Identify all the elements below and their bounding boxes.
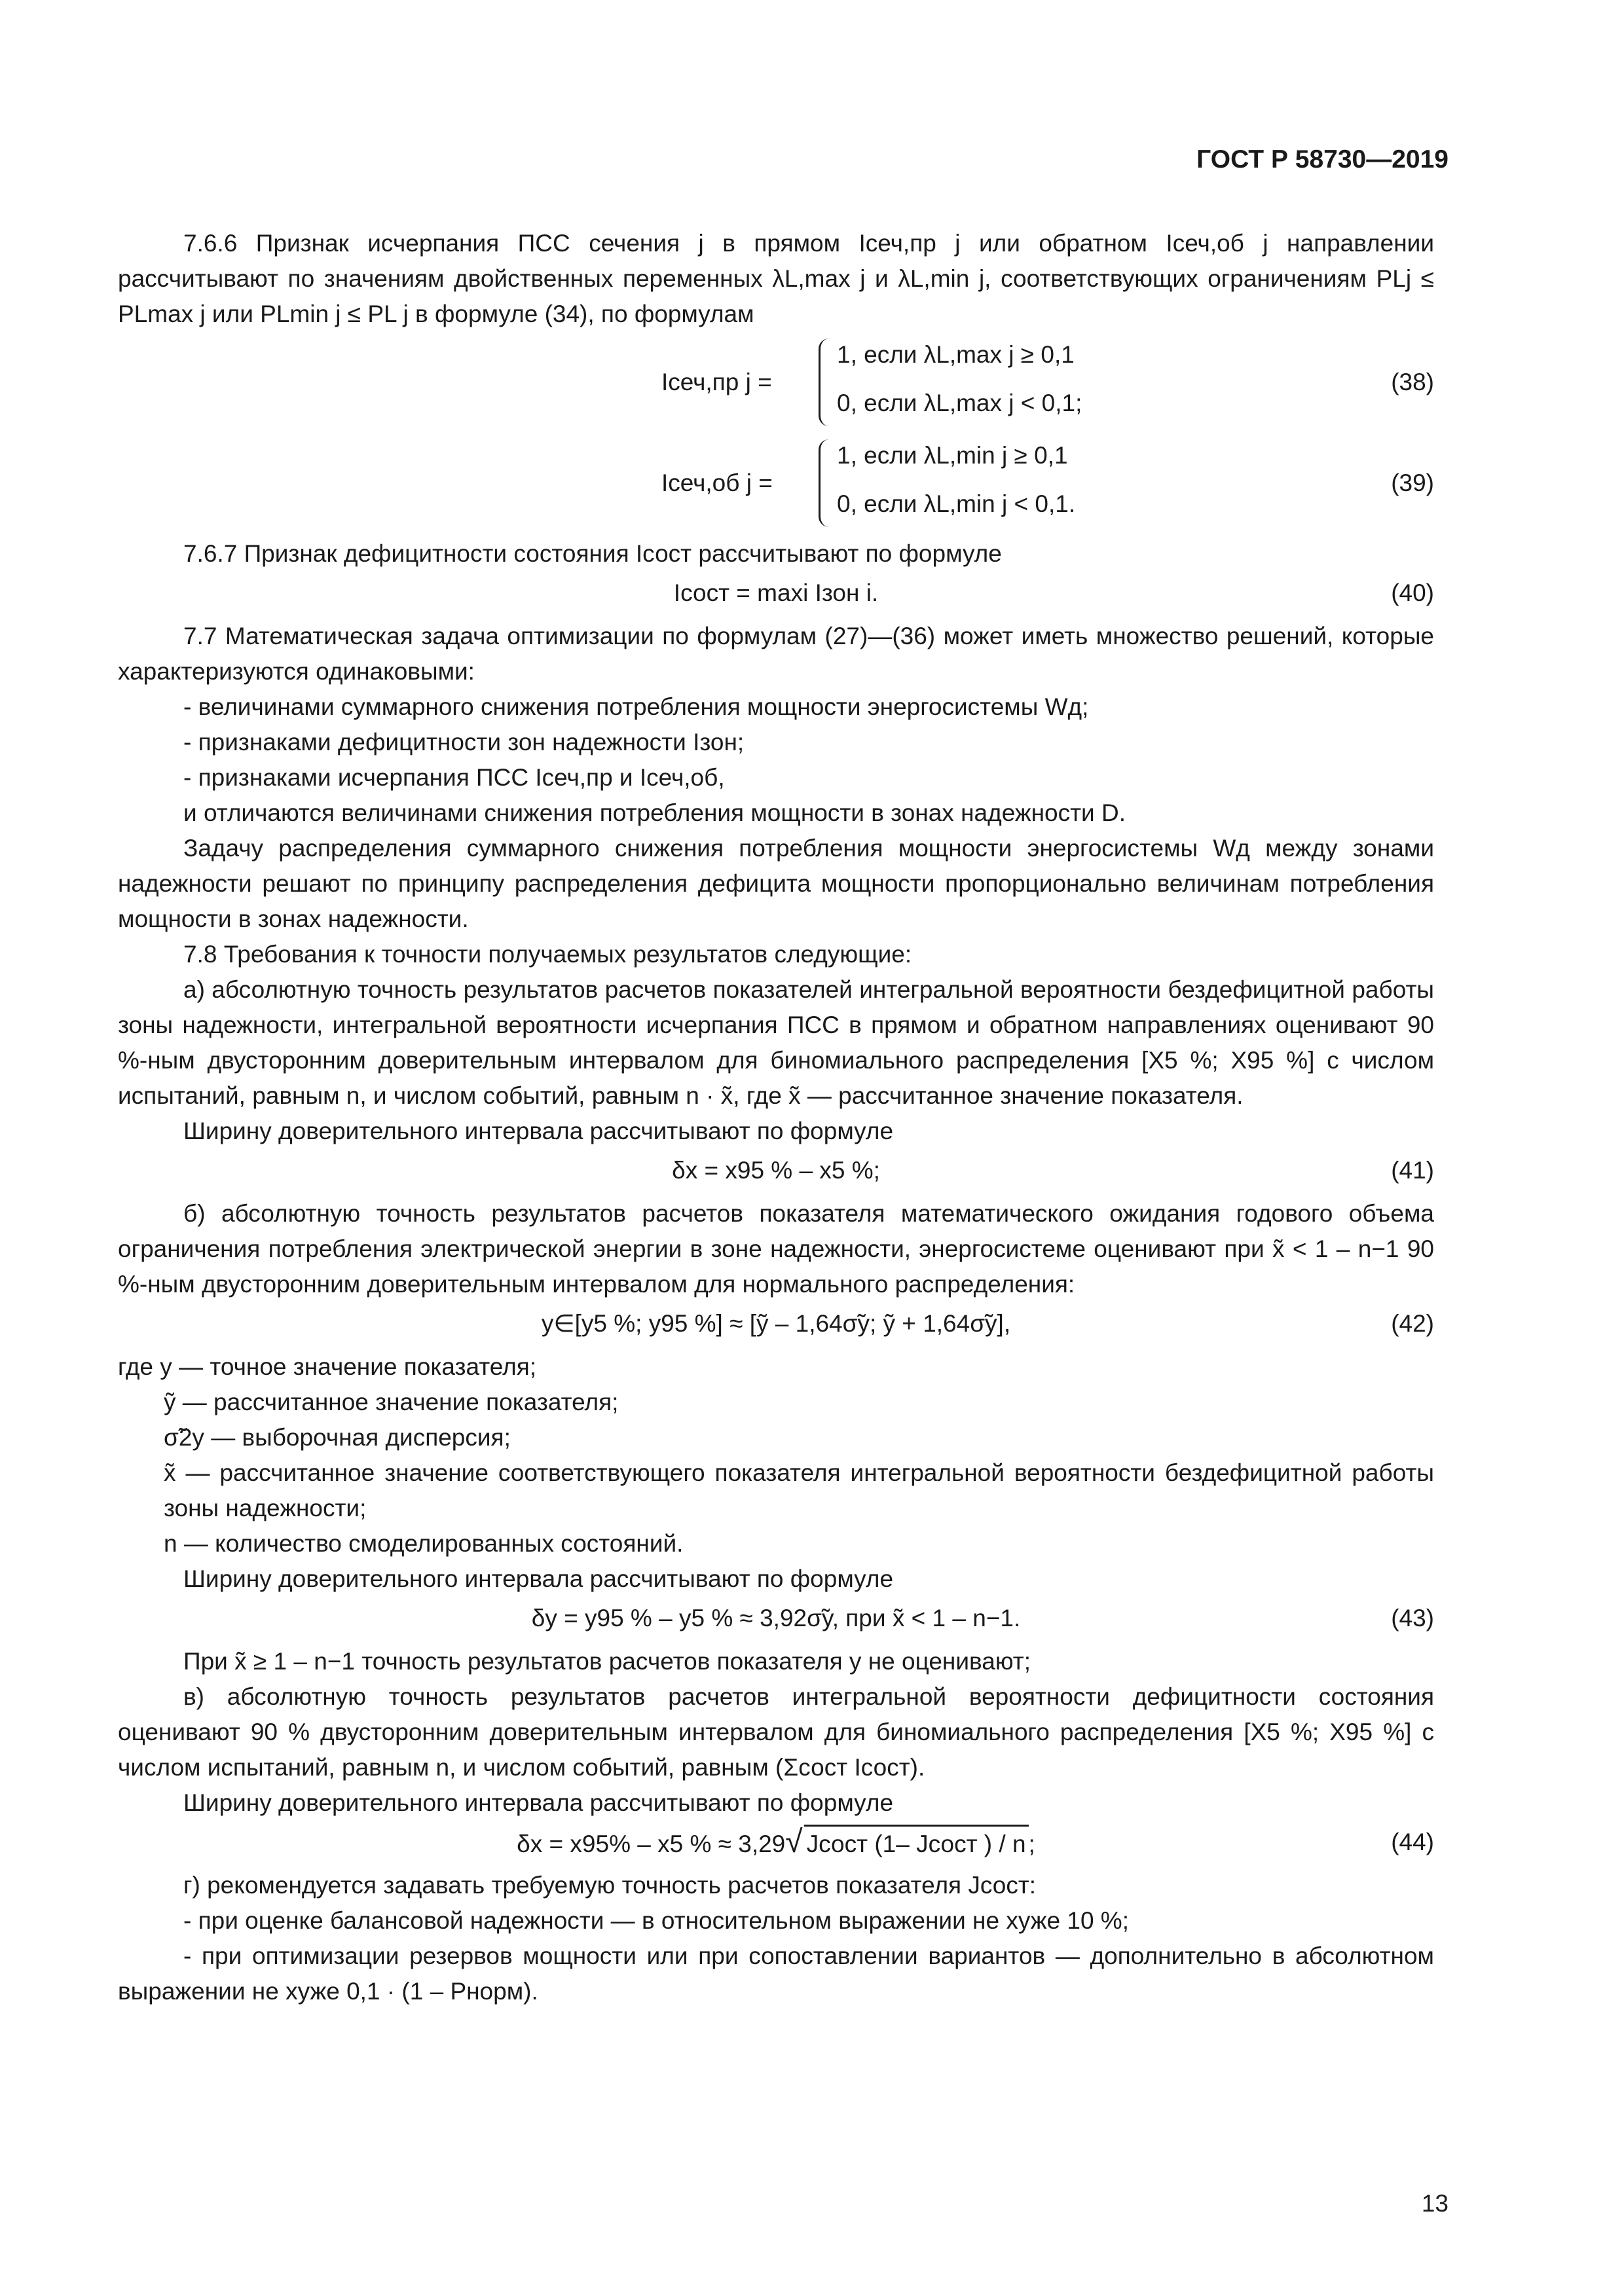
paragraph-and-differ: и отличаются величинами снижения потребления мощности в зонах надежности D. xyxy=(183,799,1126,826)
list-item: - при оценке балансовой надежности — в относительном выражении не хуже 10 %; xyxy=(183,1907,1129,1934)
formula-43-number: (43) xyxy=(1391,1605,1434,1631)
formula-44-radicand: Jсост (1– Jсост ) / n xyxy=(804,1825,1029,1862)
formula-41-expression: δx = x95 % – x5 %; xyxy=(672,1157,880,1184)
document-number: ГОСТ Р 58730—2019 xyxy=(1196,145,1449,173)
formula-39-lhs: Iсеч,об j = xyxy=(661,469,773,496)
paragraph-width-2: Ширину доверительного интервала рассчитывают по формуле xyxy=(183,1565,894,1592)
paragraph-7-8: 7.8 Требования к точности получаемых результатов следующие: xyxy=(183,941,912,968)
formula-38-lhs: Iсеч,пр j = xyxy=(661,369,772,395)
formula-44-tail: ; xyxy=(1028,1831,1035,1857)
paragraph-7-6-7: 7.6.7 Признак дефицитности состояния Iсост рассчитывают по формуле xyxy=(183,540,1002,567)
formula-39-brace xyxy=(819,439,832,527)
list-item: - величинами суммарного снижения потребления мощности энергосистемы Wд; xyxy=(183,693,1089,720)
formula-38-case-1: 1, если λL,max j ≥ 0,1 xyxy=(837,341,1075,368)
paragraph-item-b: б) абсолютную точность результатов расчетов показателя математического ожидания годового объема ограничения потребления электрической энергии в зоне надежности, энергосистеме оценивают при x̃ < 1 – n−1 90 %-ным двусторонним доверительным интервалом для нормального распределения: xyxy=(118,1200,1434,1298)
formula-44-expression xyxy=(118,1825,1434,1862)
formula-44 xyxy=(118,1825,1434,1864)
formula-40-expression: Iсост = maxi Iзон i. xyxy=(673,579,879,606)
formula-39-number: (39) xyxy=(1391,469,1434,496)
formula-39-case-2: 0, если λL,min j < 0,1. xyxy=(837,490,1076,517)
definition-item: σ̃2y — выборочная дисперсия; xyxy=(164,1424,511,1451)
formula-42 xyxy=(118,1306,1434,1345)
definition-item: n — количество смоделированных состояний. xyxy=(164,1530,684,1557)
formula-40 xyxy=(118,575,1434,615)
paragraph-item-a: а) абсолютную точность результатов расчетов показателей интегральной вероятности бездефицитной работы зоны надежности, интегральной вероятности исчерпания ПСС в прямом и обратном направлениях оценивают 90 %-ным двусторонним доверительным интервалом для биномиального распределения [X5 %; X95 %] с числом испытаний, равным n, и числом событий, равным n · x̃, где x̃ — рассчитанное значение показателя. xyxy=(118,976,1434,1109)
sqrt-icon: √ xyxy=(785,1825,803,1859)
formula-41 xyxy=(118,1153,1434,1192)
paragraph-7-7: 7.7 Математическая задача оптимизации по формулам (27)—(36) может иметь множество решений, которые характеризуются одинаковыми: xyxy=(118,623,1434,685)
formula-38 xyxy=(118,335,1434,433)
paragraph-width-1: Ширину доверительного интервала рассчитывают по формуле xyxy=(183,1118,894,1144)
paragraph-task-distribution: Задачу распределения суммарного снижения потребления мощности энергосистемы Wд между зонами надежности решают по принципу распределения дефицита мощности пропорционально величинам потребления мощности в зонах надежности. xyxy=(118,835,1434,932)
formula-44-number: (44) xyxy=(1391,1829,1434,1855)
list-item: - признаками исчерпания ПСС Iсеч,пр и Iсеч,об, xyxy=(183,764,725,791)
paragraph-item-g: г) рекомендуется задавать требуемую точность расчетов показателя Jсост: xyxy=(183,1872,1037,1899)
paragraph-7-6-6: 7.6.6 Признак исчерпания ПСС сечения j в прямом Iсеч,пр j или обратном Iсеч,об j направлении рассчитывают по значениям двойственных переменных λL,max j и λL,min j, соответствующих ограничениям PLj ≤ PLmax j или PLmin j ≤ PL j в формуле (34), по формулам xyxy=(118,230,1434,327)
formula-38-brace xyxy=(819,338,832,426)
formula-40-number: (40) xyxy=(1391,579,1434,606)
paragraph-when-not: При x̃ ≥ 1 – n−1 точность результатов расчетов показателя y не оценивают; xyxy=(183,1648,1031,1675)
page-body xyxy=(118,226,1434,2009)
definition-item: где y — точное значение показателя; xyxy=(118,1353,537,1380)
list-item: - признаками дефицитности зон надежности Iзон; xyxy=(183,729,745,756)
formula-41-number: (41) xyxy=(1391,1157,1434,1184)
definition-item: ỹ — рассчитанное значение показателя; xyxy=(164,1389,619,1415)
formula-39-case-1: 1, если λL,min j ≥ 0,1 xyxy=(837,442,1068,469)
paragraph-width-3: Ширину доверительного интервала рассчитывают по формуле xyxy=(183,1789,894,1816)
formula-42-number: (42) xyxy=(1391,1310,1434,1337)
formula-44-lhs: δx = x95% – x5 % ≈ 3,29 xyxy=(517,1831,786,1857)
formula-39 xyxy=(118,435,1434,534)
formula-38-case-2: 0, если λL,max j < 0,1; xyxy=(837,390,1082,416)
formula-43 xyxy=(118,1601,1434,1640)
formula-43-expression: δy = y95 % – y5 % ≈ 3,92σ̃y, при x̃ < 1 – n−1. xyxy=(531,1605,1021,1631)
formula-42-expression: y∈[y5 %; y95 %] ≈ [ỹ – 1,64σ̃y; ỹ + 1,64σ̃y], xyxy=(541,1310,1011,1337)
list-item: - при оптимизации резервов мощности или при сопоставлении вариантов — дополнительно в абсолютном выражении не хуже 0,1 · (1 – Pнорм). xyxy=(118,1942,1434,2005)
paragraph-item-v: в) абсолютную точность результатов расчетов интегральной вероятности дефицитности состояния оценивают 90 % двусторонним доверительным интервалом для биномиального распределения [X5 %; X95 %] с числом испытаний, равным n, и числом событий, равным (Σсост Iсост). xyxy=(118,1683,1434,1781)
definition-item: x̃ — рассчитанное значение соответствующего показателя интегральной вероятности бездефицитной работы зоны надежности; xyxy=(164,1459,1434,1522)
formula-38-number: (38) xyxy=(1391,369,1434,395)
page-number: 13 xyxy=(1421,2190,1449,2217)
